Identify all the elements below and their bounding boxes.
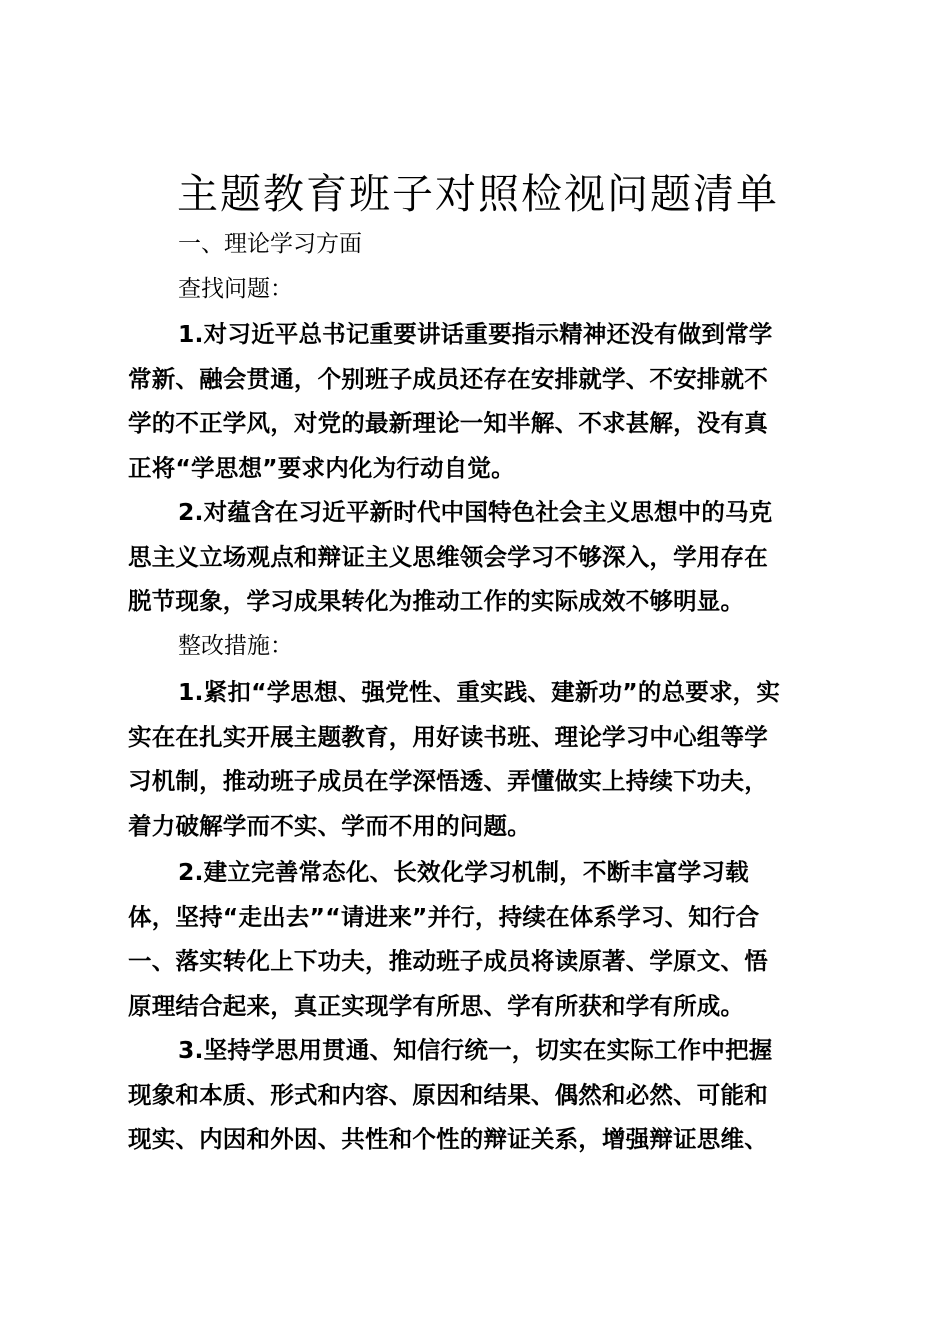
measure-1-line-4: 着力破解学而不实、学而不用的问题。 [128, 811, 531, 840]
measure-item-1 [128, 670, 828, 848]
problems-label: 查找问题： [178, 276, 293, 302]
measure-1-line-2: 实在在扎实开展主题教育，用好读书班、理论学习中心组等学 [128, 722, 768, 751]
problem-1-line-4: 正将“学思想”要求内化为行动自觉。 [128, 453, 515, 482]
measure-3-line-2: 现象和本质、形式和内容、原因和结果、偶然和必然、可能和 [128, 1080, 768, 1109]
measure-2-line-3: 一、落实转化上下功夫，推动班子成员将读原著、学原文、悟 [128, 947, 768, 975]
measure-item-3 [128, 1028, 828, 1162]
measure-2-line-2: 体，坚持“走出去”“请进来”并行，持续在体系学习、知行合 [128, 902, 760, 931]
measure-2-line-1: 2.建立完善常态化、长效化学习机制，不断丰富学习载 [178, 858, 749, 886]
document-title: 主题教育班子对照检视问题清单 [177, 170, 779, 218]
section-heading-theory-study: 一、理论学习方面 [178, 231, 362, 257]
problem-2-line-2: 思主义立场观点和辩证主义思维领会学习不够深入，学用存在 [128, 542, 768, 571]
problem-item-1 [128, 312, 828, 490]
problem-1-line-1: 1.对习近平总书记重要讲话重要指示精神还没有做到常学 [178, 320, 773, 348]
measures-label: 整改措施： [178, 633, 293, 659]
problem-2-line-1: 2.对蕴含在习近平新时代中国特色社会主义思想中的马克 [178, 498, 773, 526]
measure-1-line-1: 1.紧扣“学思想、强党性、重实践、建新功”的总要求，实 [178, 678, 781, 706]
problem-1-line-3: 学的不正学风，对党的最新理论一知半解、不求甚解，没有真 [128, 409, 768, 437]
measure-1-line-3: 习机制，推动班子成员在学深悟透、弄懂做实上持续下功夫， [128, 767, 768, 795]
problem-1-line-2: 常新、融会贯通，个别班子成员还存在安排就学、不安排就不 [128, 364, 768, 393]
measure-2-line-4: 原理结合起来，真正实现学有所思、学有所获和学有所成。 [128, 991, 745, 1020]
measure-3-line-1: 3.坚持学思用贯通、知信行统一，切实在实际工作中把握 [178, 1036, 773, 1064]
measure-3-line-3: 现实、内因和外因、共性和个性的辩证关系，增强辩证思维、 [128, 1125, 768, 1153]
problem-item-2 [128, 490, 828, 624]
measure-item-2 [128, 850, 828, 1028]
problem-2-line-3: 脱节现象，学习成果转化为推动工作的实际成效不够明显。 [128, 587, 745, 615]
